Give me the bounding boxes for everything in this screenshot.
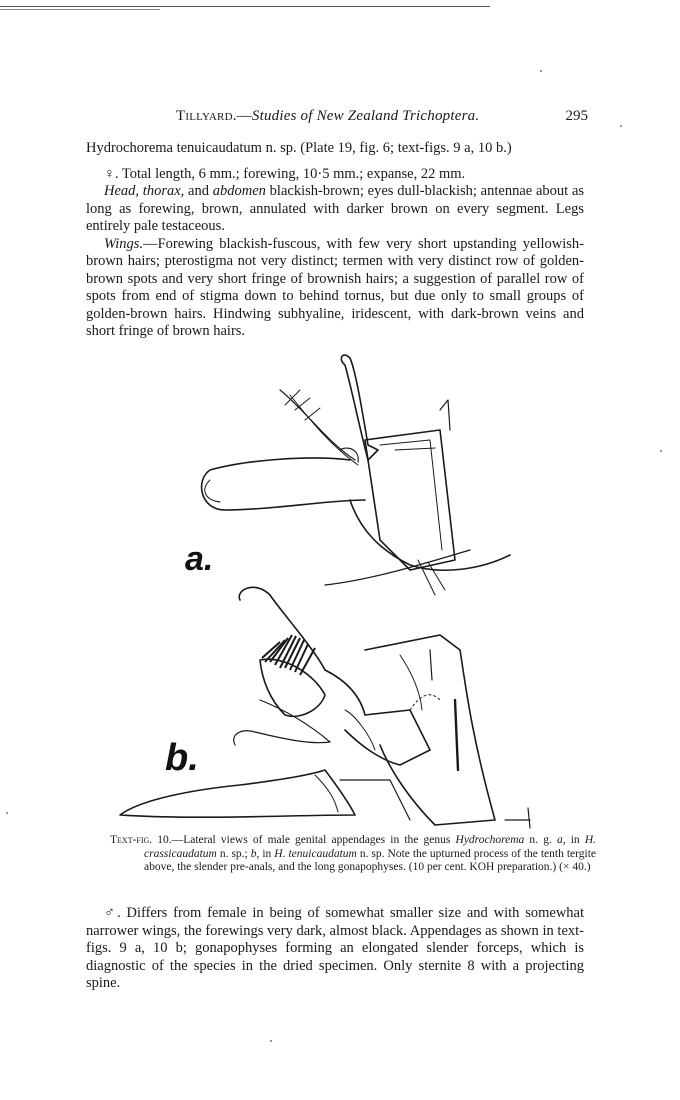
- pre-anal-b: [260, 659, 325, 716]
- female-symbol: ♀: [104, 165, 115, 182]
- header-separator: .—: [232, 108, 252, 124]
- figure-label-a: a.: [185, 540, 214, 578]
- hair-tuft-b: [262, 635, 315, 675]
- scan-speck: [660, 450, 662, 452]
- species-status: n. sp.: [265, 140, 297, 156]
- pre-anal-a: [202, 458, 365, 510]
- top-rule-short: [0, 9, 160, 10]
- wings-paragraph: Wings.—Forewing blackish-fuscous, with few very short upstanding yellowish-brown hairs; pterostigma not very distinct; termen with very distinct row of golden-brown spots and very short fringe of brownish hairs; a suggestion of parallel row of spots from end of stigma down to behind tornus, but due only to small groups of golden-brown hairs. Hindwing subhyaline, iridescent, with dark-brown veins and short fringe of brown hairs.: [86, 235, 584, 339]
- sternite-b: [365, 635, 495, 825]
- figure-caption: Text-fig. 10.—Lateral views of male genital appendages in the genus Hydrochorema n. g. a, in H. crassicaudatum n. sp.; b, in H. tenuicaudatum n. sp. Note the upturned process of the tenth tergite above, the slender pre-anals, and the long gonapophyses. (10 per cent. KOH preparation.) (× 40.): [110, 834, 597, 873]
- genitalia-drawing: [110, 350, 560, 830]
- scan-speck: [620, 125, 622, 127]
- header-author: Tillyard: [176, 108, 233, 124]
- running-title: [176, 108, 479, 125]
- female-description: ♀. Total length, 6 mm.; forewing, 10·5 mm.; expanse, 22 mm.: [104, 165, 466, 182]
- figure-b-drawing: [120, 587, 530, 828]
- head-paragraph: Head, thorax, and abdomen blackish-brown; eyes dull-blackish; antennae about as long as forewing, brown, annulated with darker brown on every segment. Legs entirely pale testaceous.: [86, 183, 585, 234]
- upturned-process-b: [239, 587, 325, 670]
- scan-speck: [270, 1040, 272, 1042]
- figure-a-drawing: [202, 355, 510, 595]
- male-description: [86, 905, 584, 993]
- top-rule: [0, 6, 490, 7]
- scan-speck: [540, 70, 542, 72]
- text-figure-10: [110, 350, 560, 830]
- species-heading: [86, 140, 584, 158]
- upturned-process-a: [341, 355, 378, 460]
- male-symbol: ♂: [104, 905, 118, 921]
- male-paragraph: ♂. Differs from female in being of somewhat smaller size and with somewhat narrower wings, the forewings very dark, almost black. Appendages as shown in text-figs. 9 a, 10 b; gonapophyses forming an elongated slender forceps, which is diagnostic of the species in the dried specimen. Only sternite 8 with a projecting spine.: [86, 905, 585, 991]
- caption-label: Text-fig. 10.: [110, 834, 172, 846]
- figure-label-b: b.: [165, 737, 199, 779]
- gonapophysis-a: [350, 500, 510, 570]
- tenth-tergite-b: [325, 670, 430, 765]
- hair-tuft-a: [280, 390, 355, 460]
- main-text: [86, 140, 584, 341]
- header-title: Studies of New Zealand Trichoptera.: [251, 108, 480, 124]
- page-number: 295: [565, 108, 588, 124]
- scan-speck: [6, 812, 8, 814]
- gonapophysis-b: [120, 770, 355, 817]
- running-header: [88, 108, 588, 130]
- species-name: Hydrochorema tenuicaudatum: [86, 140, 262, 156]
- species-refs: (Plate 19, fig. 6; text-figs. 9 a, 10 b.): [300, 140, 512, 156]
